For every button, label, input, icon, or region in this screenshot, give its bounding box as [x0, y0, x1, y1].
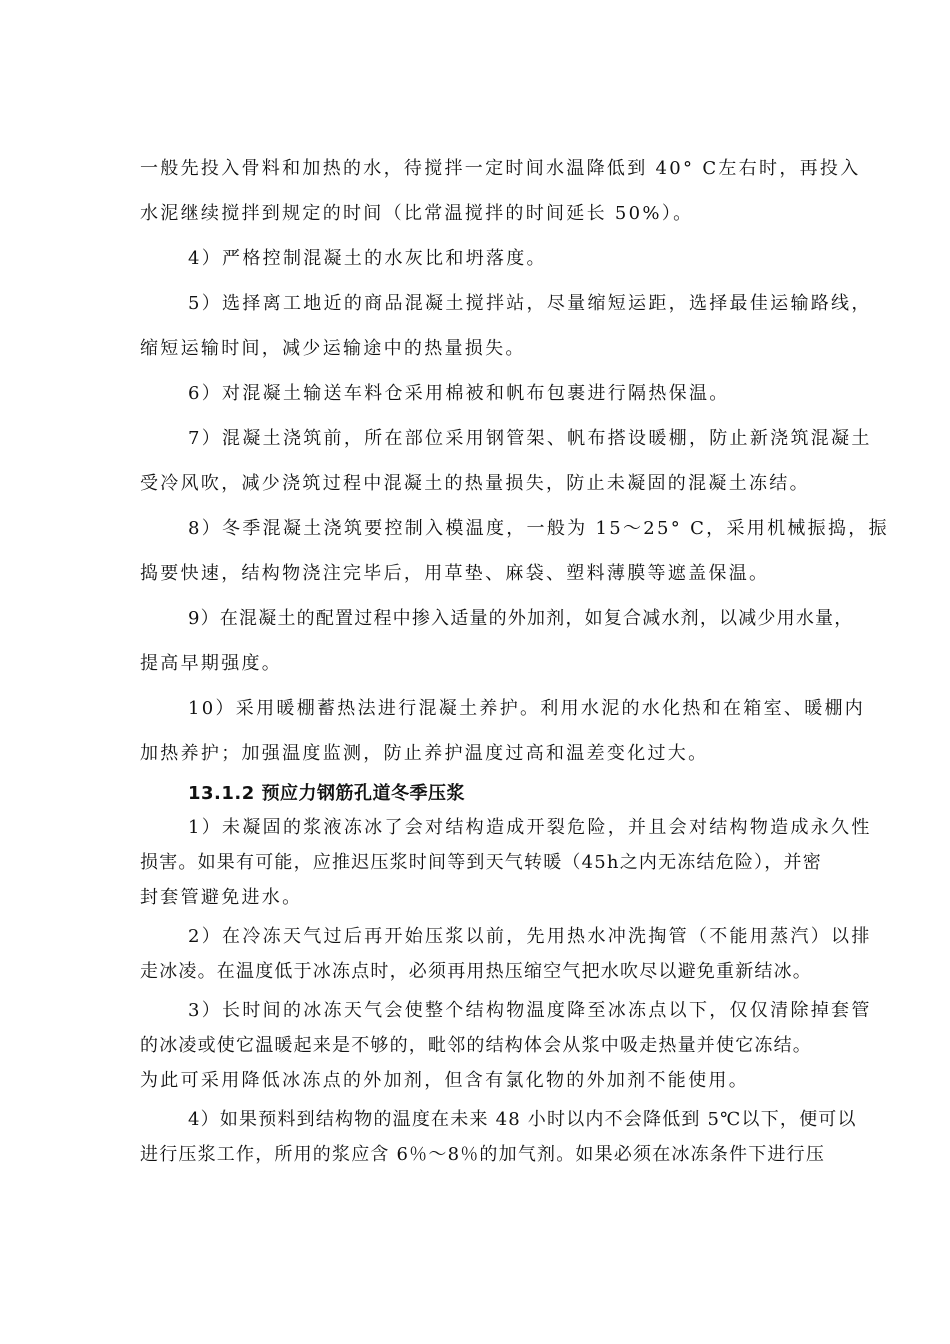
- paragraph-line: 6）对混凝土输送车料仓采用棉被和帆布包裹进行隔热保温。: [188, 383, 730, 404]
- paragraph-line: 的冰凌或使它温暖起来是不够的，毗邻的结构体会从浆中吸走热量并使它冻结。: [140, 1035, 812, 1056]
- paragraph-line: 一般先投入骨料和加热的水，待搅拌一定时间水温降低到 40° C左右时，再投入: [140, 158, 861, 179]
- paragraph-line: 进行压浆工作，所用的浆应含 6％～8％的加气剂。如果必须在冰冻条件下进行压: [140, 1144, 826, 1165]
- section-heading: 13.1.2 预应力钢筋孔道冬季压浆: [188, 783, 466, 804]
- paragraph-line: 2）在冷冻天气过后再开始压浆以前，先用热水冲洗掏管（不能用蒸汽）以排: [188, 926, 872, 947]
- paragraph-line: 7）混凝土浇筑前，所在部位采用钢管架、帆布搭设暖棚，防止新浇筑混凝土: [188, 428, 872, 449]
- paragraph-line: 缩短运输时间，减少运输途中的热量损失。: [140, 338, 526, 359]
- paragraph-line: 10）采用暖棚蓄热法进行混凝土养护。利用水泥的水化热和在箱室、暖棚内: [188, 698, 866, 719]
- paragraph-line: 3）长时间的冰冻天气会使整个结构物温度降至冰冻点以下，仅仅清除掉套管: [188, 1000, 872, 1021]
- paragraph-line: 1）未凝固的浆液冻冰了会对结构造成开裂危险，并且会对结构物造成永久性: [188, 817, 872, 838]
- paragraph-line: 水泥继续搅拌到规定的时间（比常温搅拌的时间延长 50%）。: [140, 203, 694, 224]
- paragraph-line: 为此可采用降低冰冻点的外加剂，但含有氯化物的外加剂不能使用。: [140, 1070, 749, 1091]
- paragraph-line: 损害。如果有可能，应推迟压浆时间等到天气转暖（45h之内无冻结危险），并密: [140, 852, 822, 873]
- paragraph-line: 8）冬季混凝土浇筑要控制入模温度，一般为 15～25° C，采用机械振捣，振: [188, 518, 889, 539]
- paragraph-line: 4）如果预料到结构物的温度在未来 48 小时以内不会降低到 5℃以下，便可以: [188, 1109, 857, 1130]
- paragraph-line: 受冷风吹，减少浇筑过程中混凝土的热量损失，防止未凝固的混凝土冻结。: [140, 473, 810, 494]
- paragraph-line: 封套管避免进水。: [140, 887, 303, 908]
- paragraph-line: 提高早期强度。: [140, 653, 283, 674]
- paragraph-line: 走冰凌。在温度低于冰冻点时，必须再用热压缩空气把水吹尽以避免重新结冰。: [140, 961, 812, 982]
- paragraph-line: 9）在混凝土的配置过程中掺入适量的外加剂，如复合减水剂，以减少用水量，: [188, 608, 854, 629]
- paragraph-line: 4）严格控制混凝土的水灰比和坍落度。: [188, 248, 547, 269]
- paragraph-line: 5）选择离工地近的商品混凝土搅拌站，尽量缩短运距，选择最佳运输路线，: [188, 293, 872, 314]
- paragraph-line: 加热养护；加强温度监测，防止养护温度过高和温差变化过大。: [140, 743, 709, 764]
- paragraph-line: 捣要快速，结构物浇注完毕后，用草垫、麻袋、塑料薄膜等遮盖保温。: [140, 563, 770, 584]
